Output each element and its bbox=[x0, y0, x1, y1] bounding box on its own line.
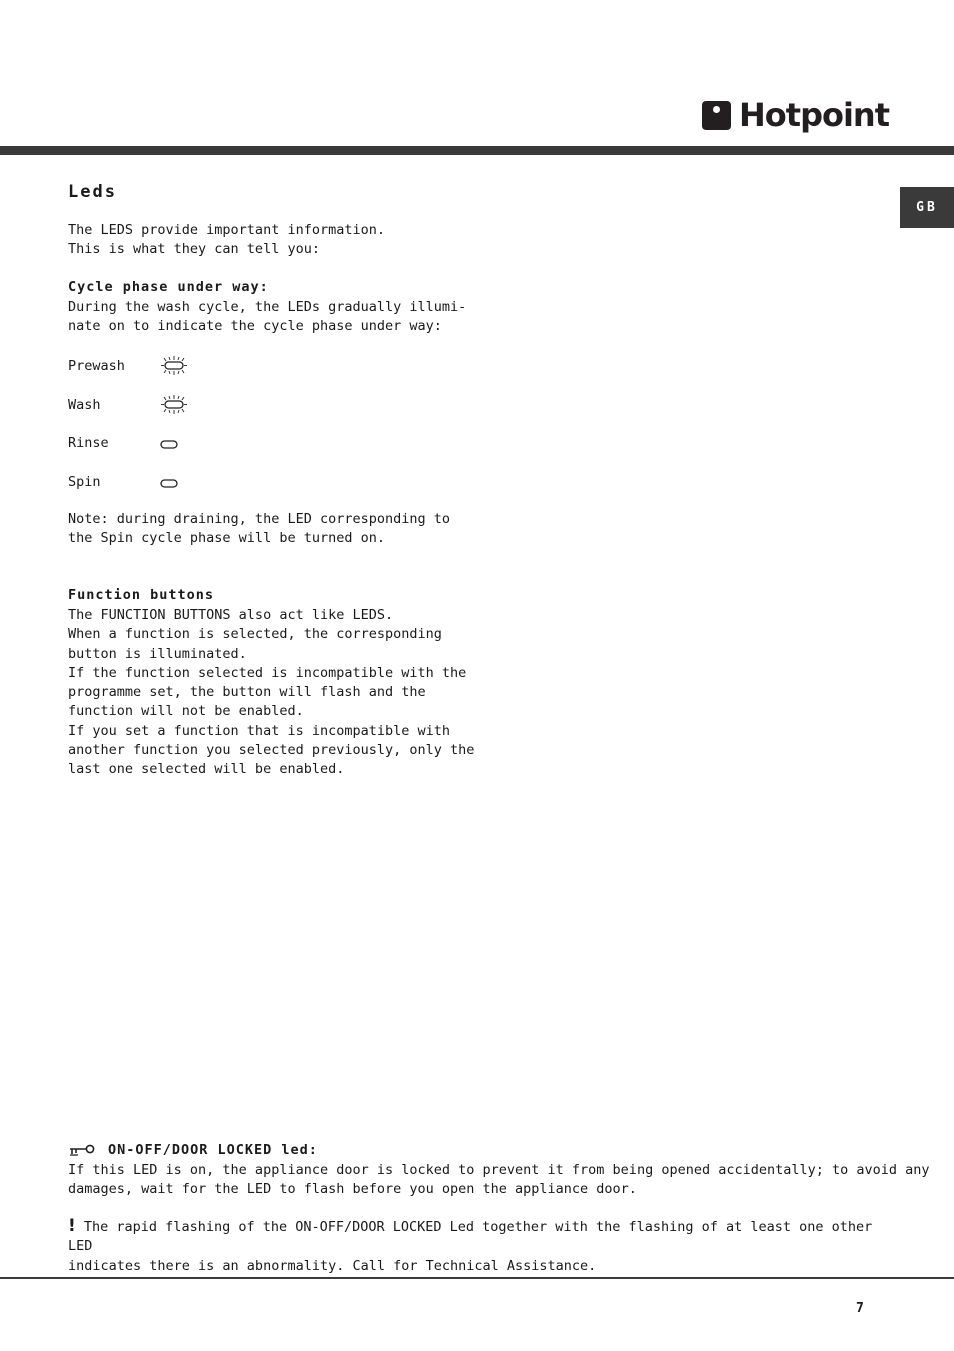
warning-text: The rapid flashing of the ON-OFF/DOOR LOCKED Led together with the flashing of at least one other LED indicates there is an abnormality. Call for Technical Assistance. bbox=[68, 1219, 873, 1274]
led-off-icon bbox=[160, 432, 188, 454]
section-heading: Leds bbox=[68, 182, 117, 202]
phase-label: Spin bbox=[68, 474, 101, 490]
phase-row-prewash bbox=[68, 356, 188, 376]
function-buttons-title: Function buttons bbox=[68, 587, 215, 603]
cycle-phase-title: Cycle phase under way: bbox=[68, 279, 269, 295]
draining-note: Note: during draining, the LED corresponding to the Spin cycle phase will be turned on. bbox=[68, 511, 451, 547]
language-tab: GB bbox=[900, 187, 954, 228]
cycle-phase-text: During the wash cycle, the LEDs gradually illumi- nate on to indicate the cycle phase under way: bbox=[68, 299, 467, 335]
warning-block bbox=[68, 1217, 888, 1276]
function-buttons-text: The FUNCTION BUTTONS also act like LEDS. When a function is selected, the corresponding button is illuminated. If the function selected is incompatible with the programme set, the button will flash and the function will not be enabled. If you set a function that is incompatible with another function you selected previously, only the last one selected will be enabled. bbox=[68, 607, 475, 778]
door-locked-title: ON-OFF/DOOR LOCKED led: bbox=[108, 1142, 318, 1158]
phase-label: Wash bbox=[68, 397, 101, 413]
phase-row-wash bbox=[68, 395, 188, 415]
logo-mark-icon bbox=[702, 101, 731, 130]
led-flashing-icon bbox=[160, 394, 188, 416]
led-off-icon bbox=[160, 471, 188, 493]
door-locked-text: If this LED is on, the appliance door is locked to prevent it from being opened accidentally; to avoid any damages, wait for the LED to flash before you open the appliance door. bbox=[68, 1162, 930, 1198]
phase-row-rinse bbox=[68, 433, 188, 453]
phase-label: Prewash bbox=[68, 358, 125, 374]
footer-rule bbox=[0, 1277, 954, 1279]
phase-label: Rinse bbox=[68, 435, 109, 451]
page-number: 7 bbox=[856, 1301, 864, 1316]
led-flashing-icon bbox=[160, 355, 188, 377]
warning-icon: ! bbox=[68, 1216, 76, 1236]
brand-name: Hotpoint bbox=[739, 96, 889, 134]
intro-text: The LEDS provide important information. This is what they can tell you: bbox=[68, 222, 385, 258]
key-icon bbox=[68, 1142, 98, 1158]
phase-row-spin bbox=[68, 472, 188, 492]
brand-logo bbox=[702, 95, 889, 135]
door-locked-heading bbox=[68, 1142, 318, 1158]
header-rule bbox=[0, 146, 954, 155]
